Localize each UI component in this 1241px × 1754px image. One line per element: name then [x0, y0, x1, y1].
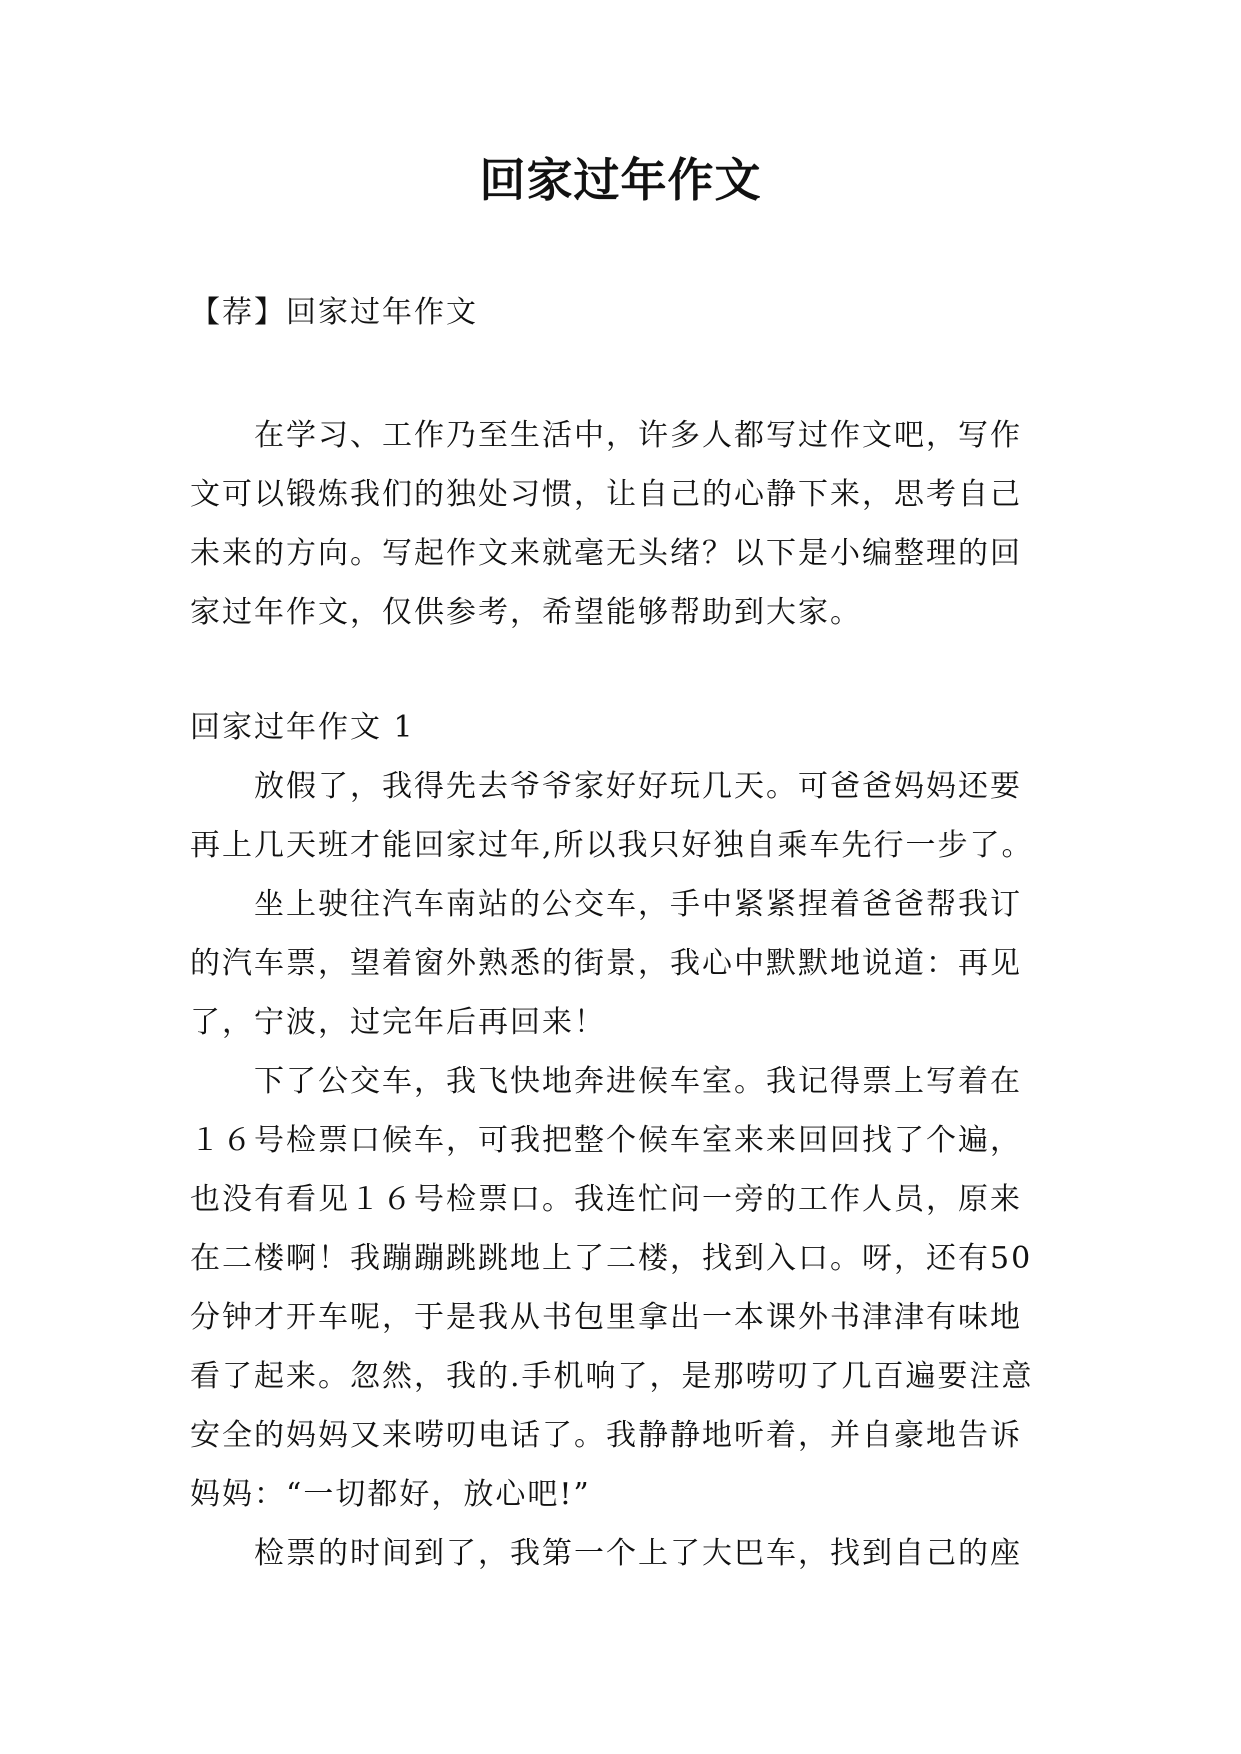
essay-section	[190, 698, 1050, 1583]
essay-paragraph: 检票的时间到了，我第一个上了大巴车，找到自己的座	[254, 1536, 1022, 1571]
document-title: 回家过年作文	[479, 153, 762, 207]
document-subtitle: 【荐】回家过年作文	[190, 295, 478, 330]
essay-paragraph: 坐上驶往汽车南站的公交车，手中紧紧捏着爸爸帮我订的汽车票，望着窗外熟悉的街景，我心中默默地说道：再见了，宁波，过完年后再回来！	[190, 887, 1022, 1040]
intro-paragraph: 在学习、工作乃至生活中，许多人都写过作文吧，写作文可以锻炼我们的独处习惯，让自己的心静下来，思考自己未来的方向。写起作文来就毫无头绪？以下是小编整理的回家过年作文，仅供参考，希望能够帮助到大家。	[190, 418, 1022, 630]
essay-paragraph: 下了公交车，我飞快地奔进候车室。我记得票上写着在１６号检票口候车，可我把整个候车室来来回回找了个遍，也没有看见１６号检票口。我连忙问一旁的工作人员，原来在二楼啊！我蹦蹦跳跳地上了二楼，找到入口。呀，还有50分钟才开车呢，于是我从书包里拿出一本课外书津津有味地看了起来。忽然，我的.手机响了，是那唠叨了几百遍要注意安全的妈妈又来唠叨电话了。我静静地听着，并自豪地告诉妈妈：“一切都好，放心吧!”	[190, 1064, 1034, 1512]
essay-paragraph: 放假了，我得先去爷爷家好好玩几天。可爸爸妈妈还要再上几天班才能回家过年,所以我只好独自乘车先行一步了。	[190, 769, 1034, 863]
intro-section	[190, 406, 1050, 642]
essay-heading: 回家过年作文 1	[190, 710, 415, 745]
